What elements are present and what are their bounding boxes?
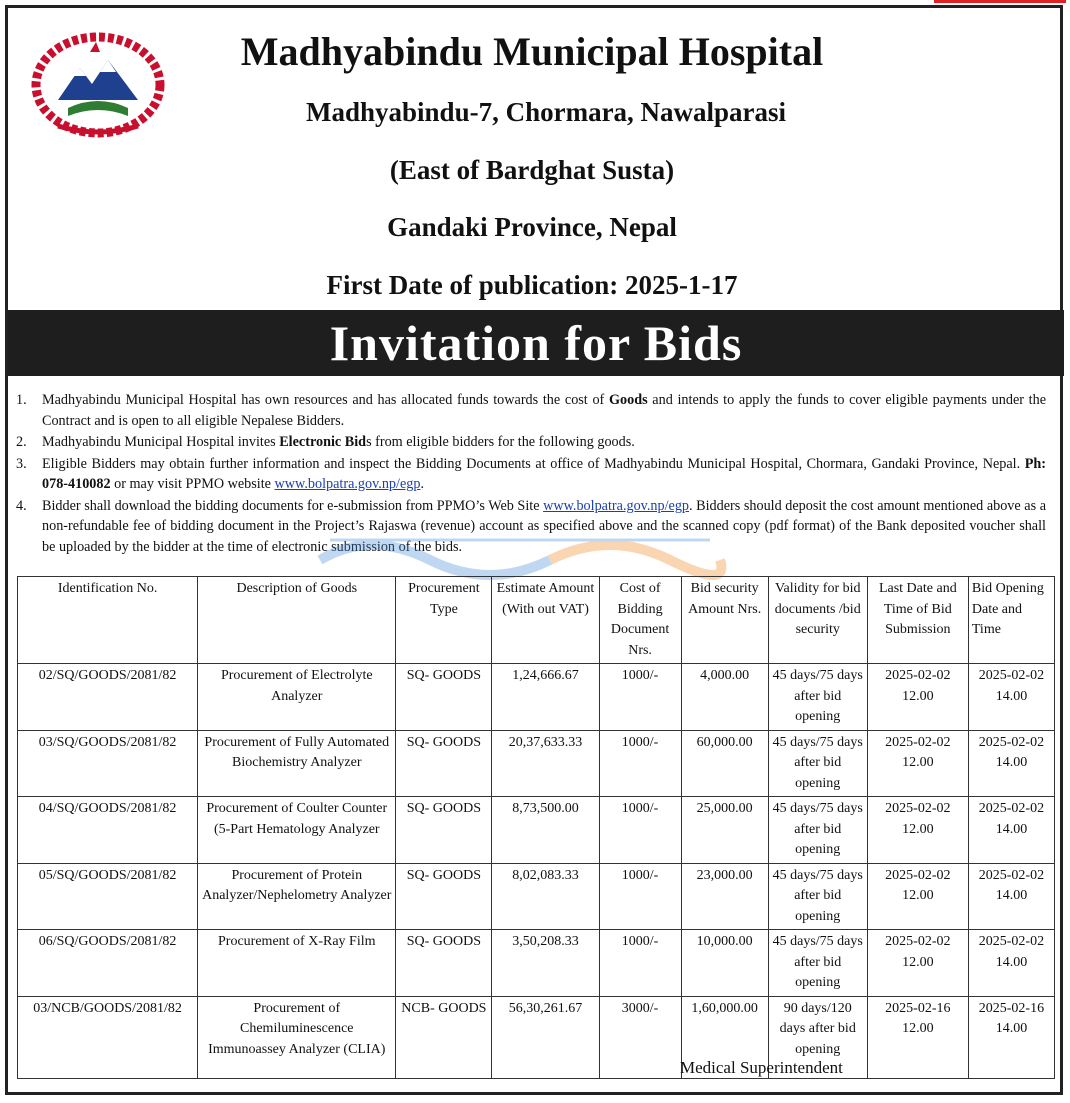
cell-validity: 90 days/120 days after bid opening [768, 996, 867, 1078]
cell-doc-cost: 1000/- [599, 930, 681, 997]
cell-id: 03/NCB/GOODS/2081/82 [18, 996, 198, 1078]
cell-validity: 45 days/75 days after bid opening [768, 797, 867, 864]
cell-id: 02/SQ/GOODS/2081/82 [18, 664, 198, 731]
top-red-mark [934, 0, 1066, 3]
cell-estimate: 8,02,083.33 [492, 863, 599, 930]
cell-security: 10,000.00 [681, 930, 768, 997]
cell-type: NCB- GOODS [396, 996, 492, 1078]
header-description: Description of Goods [198, 577, 396, 664]
table-row [18, 730, 1055, 797]
cell-validity: 45 days/75 days after bid opening [768, 730, 867, 797]
cell-doc-cost: 1000/- [599, 664, 681, 731]
ppmo-link[interactable]: www.bolpatra.gov.np/egp [274, 476, 421, 492]
cell-opening: 2025-02-16 14.00 [968, 996, 1054, 1078]
notice-point: 2. Madhyabindu Municipal Hospital invites Electronic Bids from eligible bidders for the following goods. [16, 434, 635, 450]
cell-submission: 2025-02-02 12.00 [867, 730, 968, 797]
cell-submission: 2025-02-02 12.00 [867, 797, 968, 864]
cell-id: 05/SQ/GOODS/2081/82 [18, 863, 198, 930]
cell-security: 1,60,000.00 [681, 996, 768, 1078]
header-procurement-type: Procurement Type [396, 577, 492, 664]
cell-validity: 45 days/75 days after bid opening [768, 863, 867, 930]
cell-opening: 2025-02-02 14.00 [968, 797, 1054, 864]
hospital-address: Madhyabindu-7, Chormara, Nawalparasi [306, 97, 787, 127]
header-opening-date: Bid Opening Date and Time [968, 577, 1054, 664]
cell-type: SQ- GOODS [396, 730, 492, 797]
cell-doc-cost: 1000/- [599, 730, 681, 797]
cell-security: 60,000.00 [681, 730, 768, 797]
notice-point: 4. Bidder shall download the bidding documents for e-submission from PPMO’s Web Site www.bolpatra.gov.np/egp. Bidders should deposit the cost amount mentioned above as a non-refundable fee of bidding document in the Project’s Rajaswa (revenue) account as specified above and the scanned copy (pdf format) of the Bank deposited voucher shall be uploaded by the bidder at the time of electronic submission of the bids. [16, 497, 1046, 555]
header-estimate-amount: Estimate Amount (With out VAT) [492, 577, 599, 664]
cell-type: SQ- GOODS [396, 863, 492, 930]
cell-doc-cost: 1000/- [599, 797, 681, 864]
cell-description: Procurement of Protein Analyzer/Nephelometry Analyzer [198, 863, 396, 930]
table-row [18, 930, 1055, 997]
bids-table [17, 576, 1055, 1079]
cell-description: Procurement of Chemiluminescence Immunoassey Analyzer (CLIA) [198, 996, 396, 1078]
table-row [18, 863, 1055, 930]
table-row [18, 996, 1055, 1078]
cell-estimate: 8,73,500.00 [492, 797, 599, 864]
header-identification: Identification No. [18, 577, 198, 664]
cell-description: Procurement of Electrolyte Analyzer [198, 664, 396, 731]
cell-submission: 2025-02-02 12.00 [867, 863, 968, 930]
cell-estimate: 3,50,208.33 [492, 930, 599, 997]
invitation-banner: Invitation for Bids [8, 310, 1064, 376]
cell-type: SQ- GOODS [396, 930, 492, 997]
notice-point: 3. Eligible Bidders may obtain further information and inspect the Bidding Documents at office of Madhyabindu Municipal Hospital, Chormara, Gandaki Province, Nepal. Ph: 078-410082 or may visit PPMO website www.bolpatra.gov.np/egp. [16, 455, 1046, 492]
hospital-area: (East of Bardghat Susta) [389, 155, 675, 185]
cell-description: Procurement of X-Ray Film [198, 930, 396, 997]
header-document-cost: Cost of Bidding Document Nrs. [599, 577, 681, 664]
cell-opening: 2025-02-02 14.00 [968, 730, 1054, 797]
notice-points [16, 390, 1046, 558]
cell-doc-cost: 3000/- [599, 996, 681, 1078]
hospital-name: Madhyabindu Municipal Hospital [240, 29, 824, 74]
cell-security: 4,000.00 [681, 664, 768, 731]
cell-submission: 2025-02-02 12.00 [867, 664, 968, 731]
cell-security: 23,000.00 [681, 863, 768, 930]
cell-opening: 2025-02-02 14.00 [968, 930, 1054, 997]
header-validity: Validity for bid documents /bid security [768, 577, 867, 664]
table-header-row [18, 577, 1055, 664]
cell-security: 25,000.00 [681, 797, 768, 864]
cell-estimate: 20,37,633.33 [492, 730, 599, 797]
signature-title: Medical Superintendent [680, 1058, 843, 1077]
cell-description: Procurement of Fully Automated Biochemistry Analyzer [198, 730, 396, 797]
cell-opening: 2025-02-02 14.00 [968, 664, 1054, 731]
publication-date: First Date of publication: 2025-1-17 [326, 270, 738, 300]
cell-validity: 45 days/75 days after bid opening [768, 664, 867, 731]
cell-doc-cost: 1000/- [599, 863, 681, 930]
header-bid-security: Bid security Amount Nrs. [681, 577, 768, 664]
ppmo-link[interactable]: www.bolpatra.gov.np/egp [543, 497, 690, 514]
cell-opening: 2025-02-02 14.00 [968, 863, 1054, 930]
notice-point: 1. Madhyabindu Municipal Hospital has own resources and has allocated funds towards the cost of Goods and intends to apply the funds to cover eligible payments under the Contract and is open to all eligible Nepalese Bidders. [16, 392, 1046, 429]
cell-submission: 2025-02-16 12.00 [867, 996, 968, 1078]
hospital-province: Gandaki Province, Nepal [387, 212, 677, 242]
cell-submission: 2025-02-02 12.00 [867, 930, 968, 997]
cell-type: SQ- GOODS [396, 664, 492, 731]
table-row [18, 664, 1055, 731]
cell-id: 06/SQ/GOODS/2081/82 [18, 930, 198, 997]
cell-validity: 45 days/75 days after bid opening [768, 930, 867, 997]
cell-description: Procurement of Coulter Counter (5-Part Hematology Analyzer [198, 797, 396, 864]
cell-id: 04/SQ/GOODS/2081/82 [18, 797, 198, 864]
cell-id: 03/SQ/GOODS/2081/82 [18, 730, 198, 797]
header-submission-date: Last Date and Time of Bid Submission [867, 577, 968, 664]
cell-estimate: 1,24,666.67 [492, 664, 599, 731]
table-row [18, 797, 1055, 864]
cell-estimate: 56,30,261.67 [492, 996, 599, 1078]
cell-type: SQ- GOODS [396, 797, 492, 864]
